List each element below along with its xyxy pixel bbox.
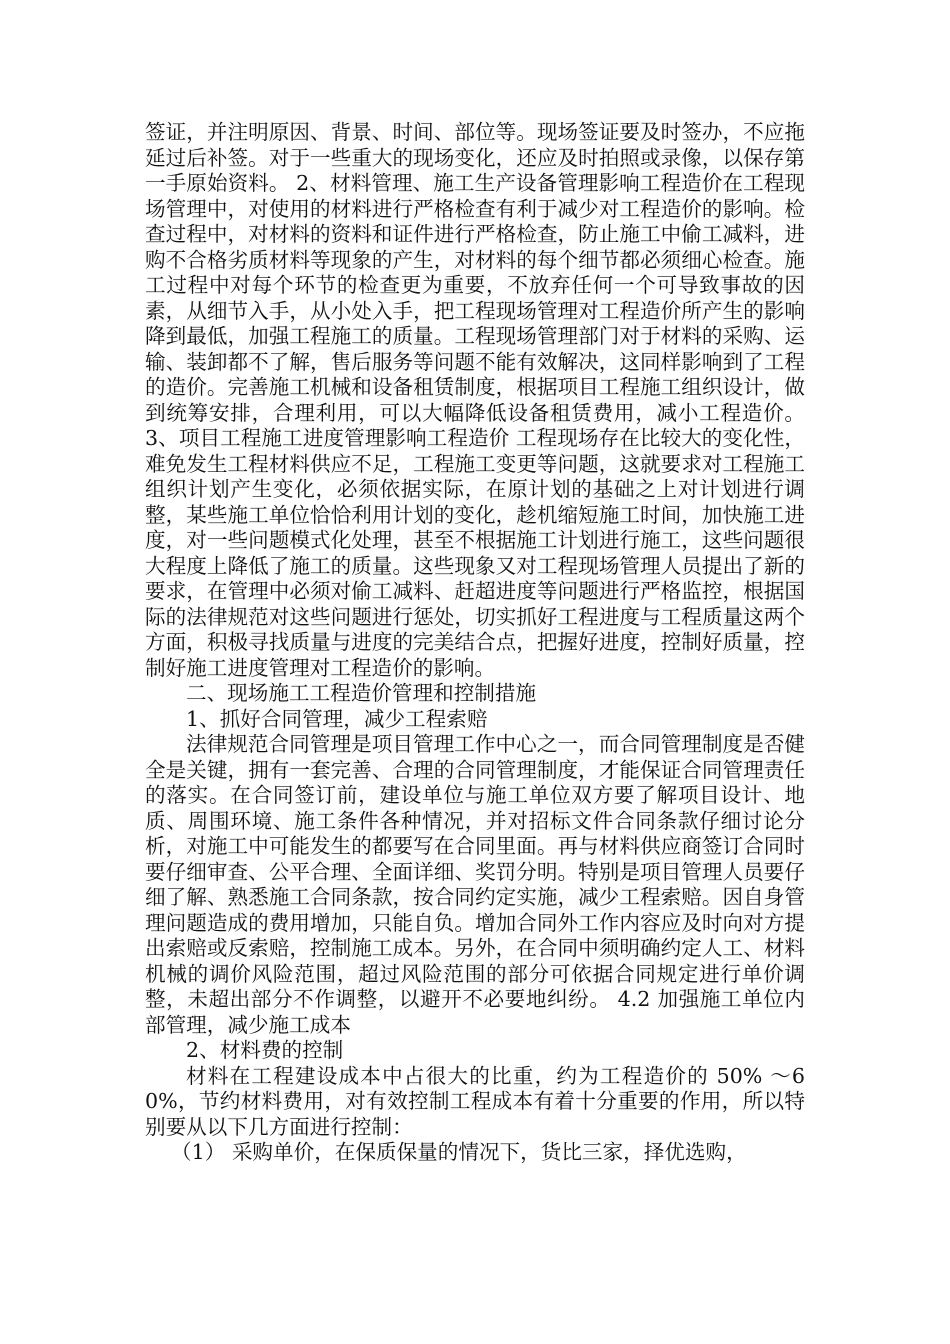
subheading-contract-management: 1、抓好合同管理，减少工程索赔 <box>186 706 488 731</box>
paragraph-contract-management: 法律规范合同管理是项目管理工作中心之一，而合同管理制度是否健全是关键，拥有一套完善、合理的合同管理制度，才能保证合同管理责任的落实。在合同签订前，建设单位与施工单位双方要了解项目设计、地质、周围环境、施工条件各种情况，并对招标文件合同条款仔细讨论分析，对施工中可能发生的都要写在合同里面。再与材料供应商签订合同时要仔细审查、公平合理、全面详细、奖罚分明。特别是项目管理人员要仔细了解、熟悉施工合同条款，按合同约定实施，减少工程索赔。因自身管理问题造成的费用增加，只能自负。增加合同外工作内容应及时向对方提出索赔或反索赔，控制施工成本。另外，在合同中须明确约定人工、材料机械的调价风险范围，超过风险范围的部分可依据合同规定进行单价调整，未超出部分不作调整，以避开不必要地纠纷。 4.2 加强施工单位内部管理，减少施工成本 <box>145 732 805 1037</box>
paragraph-material-cost: 材料在工程建设成本中占很大的比重，约为工程造价的 50% ～60%，节约材料费用，对有效控制工程成本有着十分重要的作用，所以特别要从以下几方面进行控制： <box>145 1063 805 1139</box>
subheading-material-cost-control: 2、材料费的控制 <box>186 1038 344 1062</box>
paragraph-site-and-material-management: 签证，并注明原因、背景、时间、部位等。现场签证要及时签办，不应拖延过后补签。对于一些重大的现场变化，还应及时拍照或录像，以保存第一手原始资料。 2、材料管理、施工生产设备管理影响工程造价在工程现场管理中，对使用的材料进行严格检查有利于减少对工程造价的影响。检查过程中，对材料的资料和证件进行严格检查，防止施工中偷工减料，进购不合格劣质材料等现象的产生，对材料的每个细节都必须细心检查。施工过程中对每个环节的检查更为重要，不放弃任何一个可导致事故的因素，从细节入手，从小处入手，把工程现场管理对工程造价所产生的影响降到最低，加强工程施工的质量。工程现场管理部门对于材料的采购、运输、装卸都不了解，售后服务等问题不能有效解决，这同样影响到了工程的造价。完善施工机械和设备租赁制度，根据项目工程施工组织设计，做到统筹安排，合理利用，可以大幅降低设备租赁费用，减小工程造价。 3、项目工程施工进度管理影响工程造价 工程现场存在比较大的变化性，难免发生工程材料供应不足，工程施工变更等问题，这就要求对工程施工组织计划产生变化，必须依据实际，在原计划的基础之上对计划进行调整，某些施工单位恰恰利用计划的变化，趁机缩短施工时间，加快施工进度，对一些问题模式化处理，甚至不根据施工计划进行施工，这些问题很大程度上降低了施工的质量。这些现象又对工程现场管理人员提出了新的要求，在管理中必须对偷工减料、赶超进度等问题进行严格监控，根据国际的法律规范对这些问题进行惩处，切实抓好工程进度与工程质量这两个方面，积极寻找质量与进度的完美结合点，把握好进度，控制好质量，控制好施工进度管理对工程造价的影响。 <box>145 120 805 680</box>
document-page <box>145 120 805 1166</box>
list-item-purchase-price: （1） 采购单价，在保质保量的情况下，货比三家，择优选购， <box>171 1140 747 1164</box>
heading-cost-control-measures: 二、现场施工工程造价管理和控制措施 <box>186 681 537 705</box>
